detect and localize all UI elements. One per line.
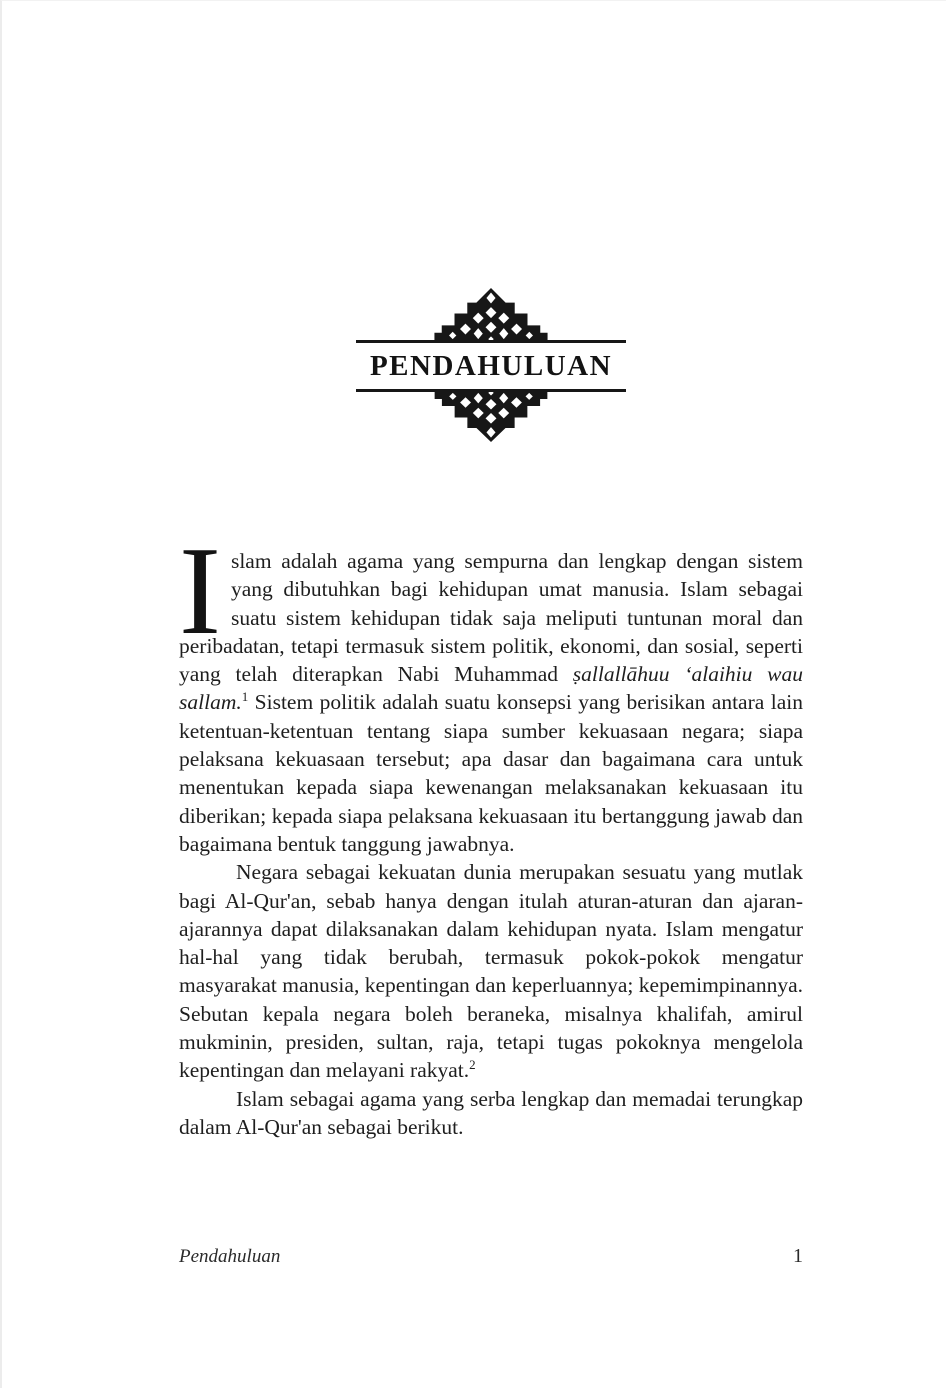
ornament-top-icon <box>416 288 566 340</box>
paragraph-1-lead: slam adalah agama yang sempurna dan lengkap dengan sistem yang dibutuhkan bagi kehidupan umat manusia. Islam sebagai suatu sistem kehidupan tidak saja meliputi tuntunan moral dan peribadatan, tetapi termasuk sistem politik, ekonomi, dan sosial, seperti yang telah diterapkan Nabi Muhammad <box>179 549 803 687</box>
paragraph-3-text: Islam sebagai agama yang serba lengkap dan memadai terungkap dalam Al-Qur'an sebagai berikut. <box>179 1086 803 1139</box>
paragraph-3 <box>179 1085 803 1142</box>
paragraph-2-text: Negara sebagai kekuatan dunia merupakan sesuatu yang mutlak bagi Al-Qur'an, sebab hanya dengan itulah aturan-aturan dan ajaran-ajarannya dapat dilaksanakan dalam kehidupan nyata. Islam mengatur hal-hal yang tidak berubah, termasuk pokok-pokok mengatur masyarakat manusia, kepentingan dan keperluannya; kepemimpinannya. Sebutan kepala negara boleh beraneka, misalnya khalifah, amirul mukminin, presiden, sultan, raja, tetapi tugas pokoknya mengelola kepentingan dan melayani rakyat. <box>179 860 803 1083</box>
footnote-ref-1: 1 <box>241 689 249 705</box>
drop-cap: I <box>179 522 221 661</box>
chapter-heading <box>179 288 803 442</box>
paragraph-1 <box>179 522 803 858</box>
page-footer <box>179 1245 803 1268</box>
ornament-bottom-icon <box>416 392 566 442</box>
footer-chapter-label: Pendahuluan <box>179 1246 281 1267</box>
page-title: PENDAHULUAN <box>369 350 613 382</box>
body-text <box>179 522 803 1141</box>
arabic-phrase: ṣallallāhuu ‘alaihiu wau sallam. <box>179 662 803 715</box>
page-number: 1 <box>793 1245 803 1267</box>
paragraph-2 <box>179 858 803 1084</box>
paragraph-1-rest: Sistem politik adalah suatu konsepsi yang berisikan antara lain ketentuan-ketentuan tentang siapa sumber kekuasaan negara; siapa pelaksana kekuasaan tersebut; apa dasar dan bagaimana cara untuk menentukan kepada siapa kewenangan melaksanakan kekuasaan itu diberikan; kepada siapa pelaksana kekuasaan itu bertanggung jawab dan bagaimana bentuk tanggung jawabnya. <box>179 690 803 856</box>
footnote-ref-2: 2 <box>469 1057 476 1073</box>
